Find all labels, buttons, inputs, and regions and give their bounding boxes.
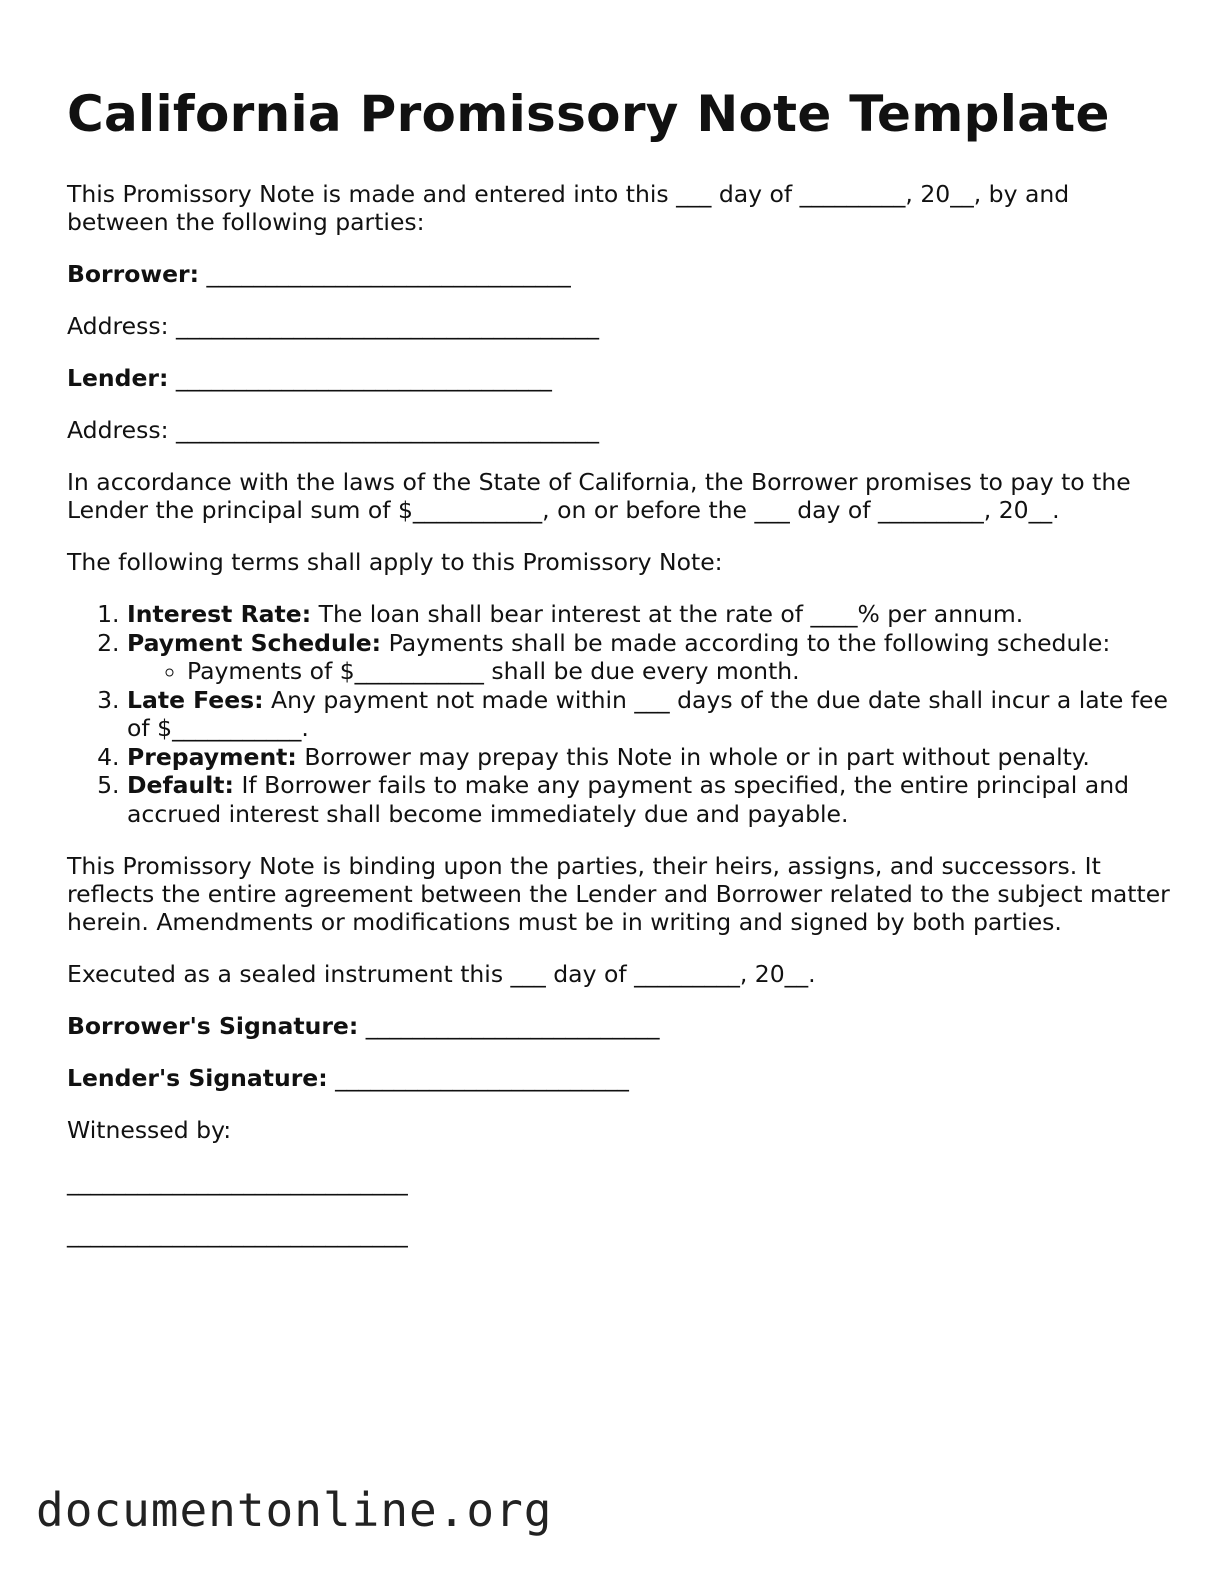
lender-blank: ________________________________ [175, 364, 552, 392]
lender-line [67, 364, 1177, 392]
term-item [127, 600, 1177, 629]
lender-signature-label: Lender's Signature: [67, 1064, 328, 1092]
term-item [127, 686, 1177, 743]
term-title: Interest Rate: [127, 600, 312, 628]
borrower-line [67, 260, 1177, 288]
term-title: Default: [127, 771, 234, 799]
term-title: Payment Schedule: [127, 628, 382, 657]
borrower-blank: _______________________________ [206, 260, 571, 288]
term-item [127, 629, 1177, 686]
term-title: Late Fees: [127, 685, 264, 714]
borrower-signature-line [67, 1012, 1177, 1040]
binding-clause: This Promissory Note is binding upon the parties, their heirs, assigns, and successors. It reflects the entire agreement between the Lender and Borrower related to the subject matter herein. Amendments or modifications must be in writing and signed by both parties. [67, 852, 1170, 936]
lender-address-line [67, 416, 1177, 444]
borrower-signature-blank: _________________________ [365, 1012, 660, 1040]
term-text: The loan shall bear interest at the rate of ____% per annum. [318, 600, 1024, 628]
lender-label: Lender: [67, 364, 169, 392]
term-text: Payments shall be made according to the following schedule: [388, 628, 1111, 657]
term-item [127, 771, 1177, 828]
term-text: Any payment not made within ___ days of the due date shall incur a late fee of $___________. [127, 685, 1168, 742]
witness-label: Witnessed by: [67, 1116, 232, 1144]
executed-line: Executed as a sealed instrument this ___ day of _________, 20__. [67, 960, 816, 988]
document-page [67, 78, 1177, 1272]
borrower-address-blank: ____________________________________ [176, 312, 599, 340]
witness-line-1: _____________________________ [67, 1168, 408, 1196]
intro-paragraph: This Promissory Note is made and entered into this ___ day of _________, 20__, by and between the following parties: [67, 180, 1070, 236]
principal-clause: In accordance with the laws of the State of California, the Borrower promises to pay to the Lender the principal sum of $___________, on or before the ___ day of _________, 20__. [67, 468, 1131, 524]
borrower-signature-label: Borrower's Signature: [67, 1012, 359, 1040]
document-title: California Promissory Note Template [67, 85, 1110, 143]
lender-signature-line [67, 1064, 1177, 1092]
term-text: If Borrower fails to make any payment as specified, the entire principal and accrued interest shall become immediately due and payable. [127, 771, 1129, 828]
lender-signature-blank: _________________________ [335, 1064, 629, 1092]
borrower-address-label: Address: [67, 312, 169, 340]
watermark: documentonline.org [36, 1483, 553, 1537]
lender-address-label: Address: [67, 416, 169, 444]
term-text: Borrower may prepay this Note in whole or in part without penalty. [304, 742, 1090, 771]
witness-line-2: _____________________________ [67, 1220, 408, 1248]
payment-schedule-sublist [127, 657, 1177, 686]
borrower-address-line [67, 312, 1177, 340]
payment-schedule-item: ◦ Payments of $___________ shall be due every month. [187, 657, 1177, 686]
borrower-label: Borrower: [67, 260, 200, 288]
terms-list [67, 600, 1177, 828]
term-title: Prepayment: [127, 742, 297, 771]
lender-address-blank: ____________________________________ [176, 416, 599, 444]
term-item [127, 743, 1177, 772]
terms-intro: The following terms shall apply to this Promissory Note: [67, 548, 723, 576]
